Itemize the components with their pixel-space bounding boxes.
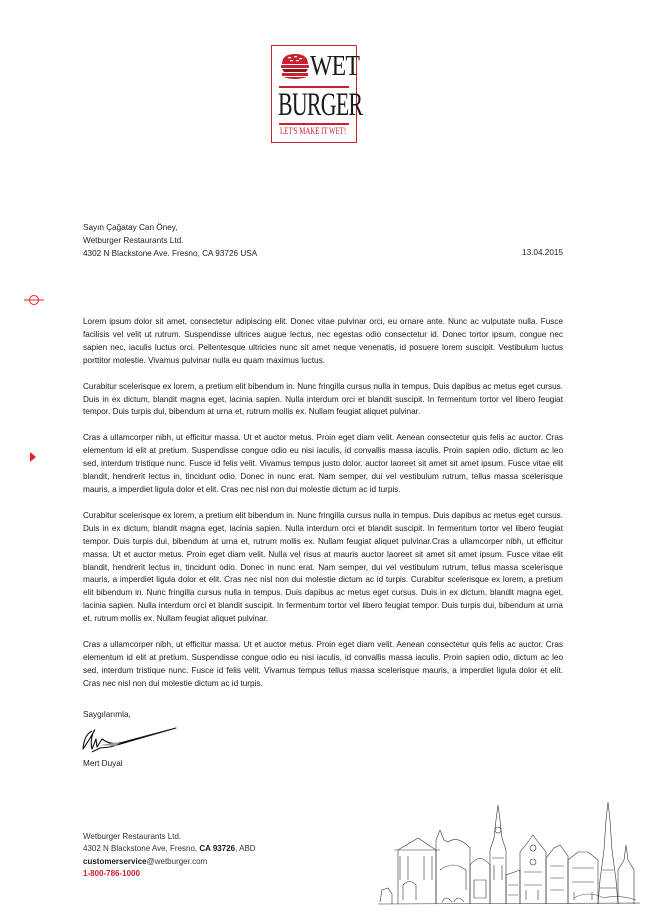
body-paragraph: Cras a ullamcorper nibh, ut efficitur massa. Ut et auctor metus. Proin eget diam velit. Aenean consectetur quis felis ac auctor. Cras elementum id elit at pretium. Suspendisse congue odio eu nisi iaculis, id convallis massa iaculis. Proin sapien odio, dictum ac leo sed, interdum tristique nunc. Fusce id felis velit. Vivamus tempus tellus massa scelerisque mauris, a imperdiet ligula dolor et elit. Cras nec nisl non dui molestie dictum ac id turpis. <box>83 640 563 688</box>
recipient-block <box>83 221 257 260</box>
logo-burger-text: BURGER <box>278 87 363 123</box>
body-paragraph: Lorem ipsum dolor sit amet, consectetur adipiscing elit. Donec vitae pulvinar orci, eu ornare ante. Nunc ac vulputate nulla. Fusce facilisis vel velit ut rutrum. Suspendisse ultrices augue lectus, nec egestas odio consectetur id. Donec tortor ipsum, congue nec sapien nec, iaculis luctus orci. Pellentesque ultricies nunc sit amet neque venenatis, id posuere lorem suscipit. Vestibulum luctus porttitor molestie. Vivamus pulvinar nulla eu quam maximus luctus. <box>83 317 563 365</box>
footer-email[interactable]: customerservice@wetburger.com <box>83 856 208 866</box>
punch-mark-icon <box>30 452 36 462</box>
logo-tagline: LET'S MAKE IT WET! <box>280 127 347 137</box>
body-paragraph: Curabitur scelerisque ex lorem, a pretium elit bibendum in. Nunc fringilla cursus nulla in tempus. Duis dapibus ac metus eget cursus. Duis in ex dictum, blandit magna eget, lacinia sapien. Nulla interdum orci et blandit suscipit. In fermentum tortor vel libero feugiat tempor. Duis turpis dui, bibendum at urna et, rutrum mollis ex. Nullam feugiat aliquet pulvinar.Cras a ullamcorper nibh, ut efficitur massa. Ut et auctor metus. Proin eget diam velit. Nulla vel risus at mauris auctor laoreet sit amet sit amet ipsum. Fusce vitae elit blandit, hendrerit lectus in, tincidunt odio. Donec in nunc erat. Nam semper, dui vel vestibulum rutrum, tellus massa scelerisque mauris, a imperdiet ligula dolor et elit. Cras nec nisl non dui molestie dictum ac id turpis. Curabitur scelerisque ex lorem, a pretium elit bibendum in. Nunc fringilla cursus nulla in tempus. Duis dapibus ac metus eget cursus. Duis in ex dictum, blandit magna eget, lacinia sapien. Nulla interdum orci et blandit suscipit. In fermentum tortor vel libero feugiat tempor. Duis turpis dui, bibendum at urna et, rutrum mollis ex. Nullam feugiat aliquet pulvinar. <box>83 510 563 624</box>
recipient-address: 4302 N Blackstone Ave. Fresno, CA 93726 USA <box>83 249 258 258</box>
footer-phone[interactable]: 1-800-786-1000 <box>83 869 140 879</box>
footer-company: Wetburger Restaurants Ltd. <box>83 832 182 841</box>
logo-wet-text: WET <box>310 50 360 82</box>
fold-mark-icon <box>24 294 44 306</box>
burger-icon <box>279 52 311 82</box>
body-paragraph: Cras a ullamcorper nibh, ut efficitur massa. Ut et auctor metus. Proin eget diam velit. Aenean consectetur quis felis ac auctor. Cras elementum id elit at pretium. Suspendisse congue odio eu nisi iaculis, id convallis massa iaculis. Proin sapien odio, dictum ac leo sed, interdum tristique nunc. Fusce id felis velit. Vivamus tempus justo dolor. auctor laoreet sit amet sit amet ipsum. Fusce vitae elit blandit, hendrerit lectus in, tincidunt odio. Donec in nunc erat. Nam semper, dui vel vestibulum rutrum, tellus massa scelerisque mauris, a imperdiet ligula dolor et elit. Cras nec nisl non dui molestie dictum ac id turpis. <box>83 433 563 494</box>
recipient-company: Wetburger Restaurants Ltd. <box>83 236 184 245</box>
signature <box>80 725 180 755</box>
footer-address: 4302 N Blackstone Ave, Fresno, CA 93726, ABD <box>83 844 256 854</box>
body-paragraph: Curabitur scelerisque ex lorem, a pretium elit bibendum in. Nunc fringilla cursus nulla in tempus. Duis dapibus ac metus eget cursus. Duis in ex dictum, blandit magna eget, lacinia sapien. Nulla interdum orci et blandit suscipit. In fermentum tortor vel libero feugiat tempor. Duis turpis dui, bibendum at urna et, rutrum mollis ex. Nullam feugiat aliquet pulvinar. <box>83 381 563 417</box>
recipient-name: Sayın Çağatay Can Öney, <box>83 223 178 232</box>
letter-body <box>83 316 563 704</box>
logo-divider <box>279 123 349 125</box>
footer-contact <box>83 831 256 881</box>
brand-logo <box>271 45 363 143</box>
city-skyline-illustration <box>378 790 640 908</box>
closing-salutation: Saygılarımla, <box>83 710 131 719</box>
letter-date: 13.04.2015 <box>522 248 563 257</box>
signer-name: Mert Duyal <box>83 759 123 768</box>
